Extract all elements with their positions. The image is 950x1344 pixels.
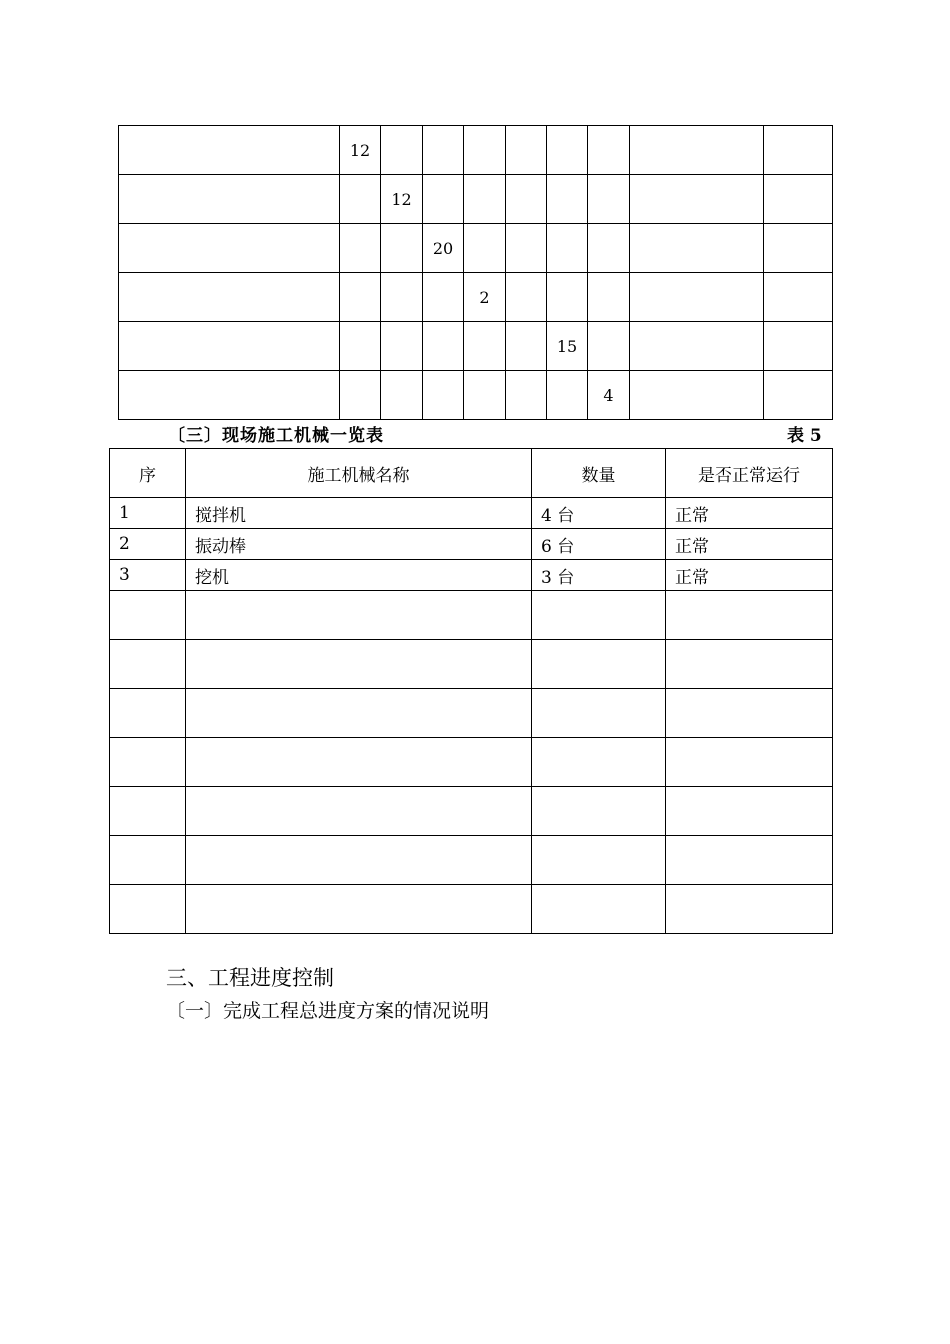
section-subheading: 〔一〕完成工程总进度方案的情况说明	[166, 1000, 490, 1022]
table-cell: 正常	[666, 498, 833, 529]
table-row-empty	[110, 689, 833, 738]
table-cell	[666, 689, 833, 738]
machinery-table	[109, 448, 833, 934]
header-seq: 序	[110, 449, 186, 498]
table-cell	[506, 175, 547, 224]
table-row-empty	[110, 885, 833, 934]
table-cell	[119, 126, 340, 175]
table-cell	[506, 273, 547, 322]
table-cell: 挖机	[186, 560, 532, 591]
table-cell	[666, 738, 833, 787]
table-cell	[423, 126, 464, 175]
table-cell	[547, 175, 588, 224]
table-cell	[764, 273, 833, 322]
table-cell	[532, 689, 666, 738]
table-cell: 12	[381, 175, 423, 224]
table-cell	[340, 273, 381, 322]
table-row-empty	[110, 787, 833, 836]
table-cell	[588, 126, 630, 175]
table-cell	[532, 836, 666, 885]
table-row	[119, 126, 833, 175]
table-cell	[186, 738, 532, 787]
header-quantity: 数量	[532, 449, 666, 498]
machinery-header-row	[110, 449, 833, 498]
table-row-empty	[110, 640, 833, 689]
table-cell	[340, 371, 381, 420]
table-row-empty	[110, 836, 833, 885]
table-cell	[764, 371, 833, 420]
table-cell	[532, 787, 666, 836]
table-cell	[506, 371, 547, 420]
table-cell	[186, 689, 532, 738]
table-row	[119, 273, 833, 322]
table-cell	[119, 224, 340, 273]
table-cell	[532, 640, 666, 689]
table-cell	[547, 224, 588, 273]
table-cell	[381, 371, 423, 420]
table-cell	[110, 885, 186, 934]
table-cell: 12	[340, 126, 381, 175]
table-cell	[630, 175, 764, 224]
table-cell	[506, 322, 547, 371]
table-row-empty	[110, 738, 833, 787]
table-cell: 6 台	[532, 529, 666, 560]
table-cell: 2	[464, 273, 506, 322]
table-cell	[119, 322, 340, 371]
table-row-empty	[110, 591, 833, 640]
table-cell	[630, 371, 764, 420]
table-cell	[764, 224, 833, 273]
header-machine-name: 施工机械名称	[186, 449, 532, 498]
header-status: 是否正常运行	[666, 449, 833, 498]
table-cell	[381, 126, 423, 175]
table-cell	[186, 640, 532, 689]
table-cell	[381, 322, 423, 371]
table-cell: 3	[110, 560, 186, 591]
table-cell	[547, 273, 588, 322]
table-cell	[423, 371, 464, 420]
table-row	[119, 224, 833, 273]
table-cell	[464, 175, 506, 224]
table-cell	[110, 787, 186, 836]
table-cell	[464, 126, 506, 175]
table-cell	[588, 273, 630, 322]
table-row	[110, 529, 833, 560]
table-cell	[110, 836, 186, 885]
table-cell: 搅拌机	[186, 498, 532, 529]
table-row	[110, 498, 833, 529]
table-cell	[340, 224, 381, 273]
table-cell: 4	[588, 371, 630, 420]
section-heading: 三、工程进度控制	[166, 966, 334, 990]
table-cell	[110, 640, 186, 689]
table-cell	[464, 322, 506, 371]
table-cell	[630, 126, 764, 175]
table-cell: 3 台	[532, 560, 666, 591]
table-row	[119, 371, 833, 420]
table-cell	[423, 273, 464, 322]
table-cell	[186, 836, 532, 885]
table-cell	[666, 787, 833, 836]
table-cell: 2	[110, 529, 186, 560]
table-cell	[666, 836, 833, 885]
table-cell: 4 台	[532, 498, 666, 529]
table-cell	[666, 591, 833, 640]
table-cell	[630, 322, 764, 371]
staff-table	[118, 125, 833, 420]
table-caption-title: 〔三〕现场施工机械一览表	[168, 426, 384, 446]
staff-table-body	[119, 126, 833, 420]
table-cell: 1	[110, 498, 186, 529]
table-cell: 15	[547, 322, 588, 371]
table-cell	[186, 787, 532, 836]
table-cell	[532, 591, 666, 640]
table-cell	[340, 322, 381, 371]
table-cell	[666, 640, 833, 689]
table-cell	[381, 273, 423, 322]
table-cell	[110, 689, 186, 738]
table-cell	[764, 175, 833, 224]
table-cell	[764, 126, 833, 175]
table-cell	[588, 322, 630, 371]
table-cell	[110, 591, 186, 640]
table-cell	[588, 224, 630, 273]
table-row	[110, 560, 833, 591]
table-cell: 振动棒	[186, 529, 532, 560]
table-cell	[764, 322, 833, 371]
table-cell	[186, 885, 532, 934]
table-cell	[110, 738, 186, 787]
table-cell	[119, 175, 340, 224]
table-cell: 20	[423, 224, 464, 273]
table-cell	[532, 738, 666, 787]
table-cell	[506, 126, 547, 175]
table-cell	[547, 126, 588, 175]
machinery-table-body	[110, 498, 833, 934]
table-cell	[630, 273, 764, 322]
table-cell	[506, 224, 547, 273]
table-cell	[119, 371, 340, 420]
table-cell	[666, 885, 833, 934]
table-row	[119, 322, 833, 371]
table-cell	[588, 175, 630, 224]
table-cell	[547, 371, 588, 420]
table-cell	[186, 591, 532, 640]
table-cell	[340, 175, 381, 224]
table-caption-tag: 表 5	[787, 426, 822, 446]
table-cell	[464, 371, 506, 420]
table-cell	[630, 224, 764, 273]
table-cell	[381, 224, 423, 273]
table-cell: 正常	[666, 529, 833, 560]
table-cell	[423, 175, 464, 224]
table-row	[119, 175, 833, 224]
table-cell	[532, 885, 666, 934]
table-cell	[464, 224, 506, 273]
table-cell: 正常	[666, 560, 833, 591]
table-cell	[423, 322, 464, 371]
table-cell	[119, 273, 340, 322]
